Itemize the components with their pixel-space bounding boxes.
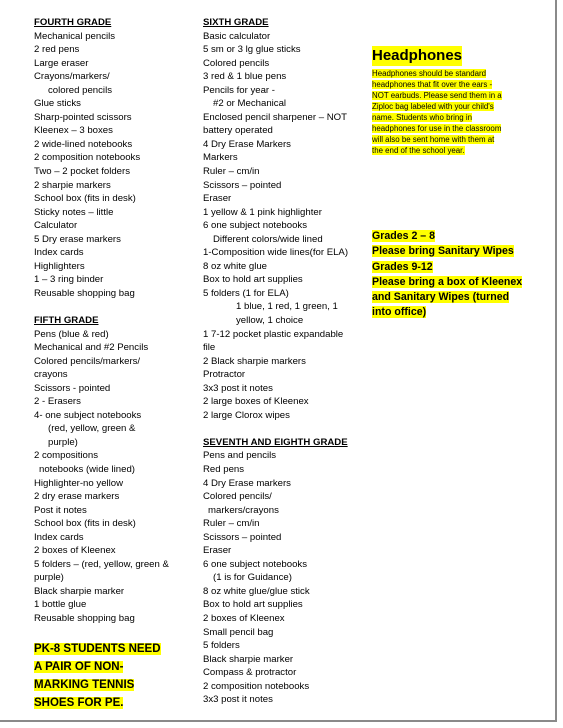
fifth-grade-heading: FIFTH GRADE — [34, 314, 99, 326]
notice-line: headphones for use in the classroom — [372, 124, 502, 133]
notice-line: and Sanitary Wipes (turned — [372, 291, 510, 304]
list-item: Scissors – pointed — [203, 179, 282, 191]
list-item: 2 composition notebooks — [34, 152, 141, 164]
list-item: Black sharpie marker — [203, 653, 294, 665]
list-item: Index cards — [34, 531, 84, 543]
list-item: 3x3 post it notes — [203, 382, 273, 394]
list-item: Mechanical and #2 Pencils — [34, 342, 149, 354]
notice-line: headphones that fit over the ears - — [372, 80, 493, 89]
list-item: crayons — [34, 369, 68, 381]
notice-line: PK-8 STUDENTS NEED — [34, 642, 161, 655]
notice-line: NOT earbuds. Please send them in a — [372, 91, 502, 100]
list-item: Scissors – pointed — [203, 531, 282, 543]
list-item: 8 oz white glue — [203, 260, 267, 272]
notice-line: Ziploc bag labeled with your child's — [372, 102, 494, 111]
list-item: Colored pencils/ — [203, 491, 272, 503]
notice-line: Grades 2 – 8 — [372, 230, 436, 242]
list-item: 5 folders — [203, 640, 240, 652]
list-item: 2 dry erase markers — [34, 491, 120, 503]
list-item: 3x3 post it notes — [203, 694, 273, 706]
list-item: Box to hold art supplies — [203, 274, 303, 286]
list-item: Sticky notes – little — [34, 206, 114, 218]
list-item: colored pencils — [48, 84, 112, 96]
list-item: Glue sticks — [34, 98, 81, 110]
notice-line: Please bring Sanitary Wipes — [372, 245, 514, 258]
list-item: Reusable shopping bag — [34, 287, 135, 299]
list-item: Colored pencils/markers/ — [34, 355, 141, 367]
list-item: Different colors/wide lined — [213, 233, 323, 245]
fourth-grade-heading: FOURTH GRADE — [34, 17, 112, 28]
list-item: 5 folders – (red, yellow, green & — [34, 558, 169, 570]
list-item: #2 or Mechanical — [213, 98, 287, 110]
notice-line: Please bring a box of Kleenex — [372, 275, 523, 288]
column-middle — [203, 16, 368, 707]
list-item: 5 sm or 3 lg glue sticks — [203, 44, 301, 56]
list-item: 4 Dry Erase markers — [203, 477, 291, 489]
list-item: Calculator — [34, 220, 78, 232]
list-item: Enclosed pencil sharpener – NOT — [203, 111, 347, 123]
list-item: 2 large boxes of Kleenex — [203, 396, 309, 408]
list-item: Reusable shopping bag — [34, 613, 135, 625]
list-item: Box to hold art supplies — [203, 599, 303, 611]
list-item: 2 large Clorox wipes — [203, 409, 290, 421]
list-item: 1 yellow & 1 pink highlighter — [203, 206, 322, 218]
list-item: 3 red & 1 blue pens — [203, 71, 287, 83]
list-item: Ruler – cm/in — [203, 166, 260, 178]
list-item: 2 composition notebooks — [203, 680, 310, 692]
list-item: 2 - Erasers — [34, 396, 81, 408]
grades-wipes-notice — [372, 229, 552, 321]
list-item: 2 Black sharpie markers — [203, 355, 306, 367]
list-item: Protractor — [203, 369, 246, 381]
list-item: 2 red pens — [34, 44, 80, 56]
list-item: Two – 2 pocket folders — [34, 166, 130, 178]
list-item: battery operated — [203, 125, 273, 137]
list-item: markers/crayons — [208, 504, 279, 516]
notice-line: SHOES FOR PE. — [34, 696, 124, 709]
list-item: purple) — [34, 572, 64, 584]
list-item: 6 one subject notebooks — [203, 558, 308, 570]
list-item: Ruler – cm/in — [203, 518, 260, 530]
list-item: 5 folders (1 for ELA) — [203, 287, 289, 299]
pk8-tennis-shoes-notice — [34, 640, 184, 712]
list-item: notebooks (wide lined) — [39, 464, 135, 475]
list-item: School box (fits in desk) — [34, 193, 136, 205]
headphones-heading: Headphones — [372, 47, 463, 64]
notice-line: into office) — [372, 306, 427, 319]
list-item: (red, yellow, green & — [48, 423, 136, 435]
notice-line: Grades 9-12 — [372, 260, 433, 273]
list-item: Sharp-pointed scissors — [34, 111, 132, 123]
notice-line: MARKING TENNIS — [34, 678, 135, 691]
column-right — [372, 46, 542, 156]
list-item: Pens (blue & red) — [34, 328, 109, 340]
column-left — [34, 16, 194, 712]
list-item: School box (fits in desk) — [34, 518, 136, 530]
list-item: Markers — [203, 152, 238, 164]
list-item: 4 Dry Erase Markers — [203, 138, 291, 150]
list-item: file — [203, 342, 216, 354]
list-item: Eraser — [203, 545, 232, 557]
list-item: Highlighter-no yellow — [34, 477, 124, 489]
notice-line: will also be sent home with them at — [372, 135, 495, 144]
list-item: purple) — [48, 436, 78, 448]
notice-line: A PAIR OF NON- — [34, 660, 124, 673]
list-item: 1-Composition wide lines(for ELA) — [203, 247, 349, 259]
list-item: Index cards — [34, 247, 84, 259]
list-item: Crayons/markers/ — [34, 71, 110, 83]
list-item: 1 – 3 ring binder — [34, 274, 104, 286]
list-item: Basic calculator — [203, 30, 271, 42]
list-item: 2 sharpie markers — [34, 179, 111, 191]
list-item: 2 compositions — [34, 450, 98, 462]
list-item: (1 is for Guidance) — [213, 572, 292, 584]
list-item: Post it notes — [34, 504, 87, 516]
list-item: Colored pencils — [203, 57, 270, 69]
list-item: Compass & protractor — [203, 667, 297, 679]
list-item: Pencils for year - — [203, 84, 275, 96]
list-item: 6 one subject notebooks — [203, 220, 308, 232]
list-item: Small pencil bag — [203, 626, 274, 638]
list-item: Mechanical pencils — [34, 30, 116, 42]
list-item: 2 boxes of Kleenex — [34, 545, 116, 557]
list-item: 2 boxes of Kleenex — [203, 613, 285, 625]
seventh-eighth-grade-heading: SEVENTH AND EIGHTH GRADE — [203, 436, 348, 448]
list-item: Pens and pencils — [203, 450, 277, 462]
list-item: Large eraser — [34, 57, 89, 69]
list-item: 8 oz white glue/glue stick — [203, 585, 310, 597]
notice-line: name. Students who bring in — [372, 113, 473, 122]
list-item: 5 Dry erase markers — [34, 233, 121, 245]
list-item: Red pens — [203, 464, 245, 475]
headphones-notice — [372, 68, 548, 156]
list-item: yellow, 1 choice — [236, 315, 304, 327]
notice-line: Headphones should be standard — [372, 69, 487, 78]
list-item: Eraser — [203, 193, 232, 205]
list-item: 1 blue, 1 red, 1 green, 1 — [236, 301, 338, 313]
list-item: Scissors - pointed — [34, 382, 111, 394]
list-item: 2 wide-lined notebooks — [34, 138, 133, 150]
list-item: Highlighters — [34, 260, 85, 272]
notice-line: the end of the school year. — [372, 146, 465, 155]
sixth-grade-heading: SIXTH GRADE — [203, 17, 269, 28]
list-item: 4- one subject notebooks — [34, 409, 142, 421]
list-item: 1 7-12 pocket plastic expandable — [203, 328, 344, 340]
list-item: 1 bottle glue — [34, 599, 87, 611]
list-item: Kleenex – 3 boxes — [34, 125, 113, 137]
list-item: Black sharpie marker — [34, 585, 125, 597]
